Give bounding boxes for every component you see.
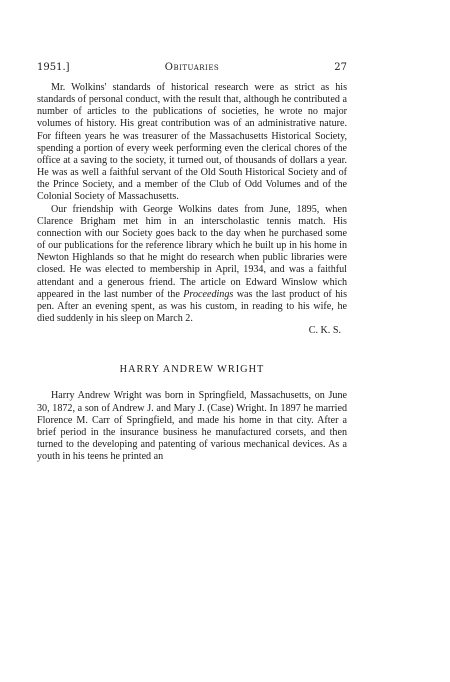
wolkins-paragraph-1: Mr. Wolkins' standards of historical research were as strict as his standards of personal conduct, with the result that, although he contributed a number of articles to the publications of societies, he wrote no major volumes of history. His great contribution was of an administrative nature. For fifteen years he was treasurer of the Massachusetts Historical Society, spending a portion of every week performing even the clerical chores of the office at a saving to the society, it turned out, of thousands of dollars a year. He was as well a faithful servant of the Old South Historical Society and of the Prince Society, and a member of the Club of Odd Volumes and of the Colonial Society of Massachusetts.: [37, 82, 347, 203]
wolkins-paragraph-2-part-b: was the last product of his pen. After an evening spent, as was his custom, in reading to his wife, he died suddenly in his sleep on March 2.: [37, 288, 347, 324]
wolkins-paragraph-2-part-a: Our friendship with George Wolkins dates from June, 1895, when Clarence Brigham met him in an interscholastic tennis match. His connection with our Society goes back to the day when he purchased some of our publications for the reference library which he built up in his home in Newton Highlands so that he might do research when public libraries were closed. He was elected to membership in April, 1934, and was a faithful attendant and a generous friend. The article on Edward Winslow which appeared in the last number of the: [37, 203, 347, 300]
author-initials: C. K. S.: [308, 325, 341, 337]
header-year: 1951.]: [37, 62, 70, 73]
wolkins-paragraph-2: [37, 204, 347, 326]
page-body: [37, 82, 347, 463]
obituary-title: HARRY ANDREW WRIGHT: [119, 364, 265, 376]
page-number: 27: [334, 62, 347, 73]
running-header: [37, 62, 347, 76]
proceedings-title: Proceedings: [183, 288, 234, 300]
wright-paragraph-1: Harry Andrew Wright was born in Springfield, Massachusetts, on June 30, 1872, a son of Andrew J. and Mary J. (Case) Wright. In 1897 he married Florence M. Carr of Springfield, and made his home in that city. After a brief period in the insurance business he manufactured corsets, and then turned to the developing and patenting of various mechanical devices. As a youth in his teens he printed an: [37, 390, 347, 463]
header-section-title: Obituaries: [164, 62, 220, 73]
